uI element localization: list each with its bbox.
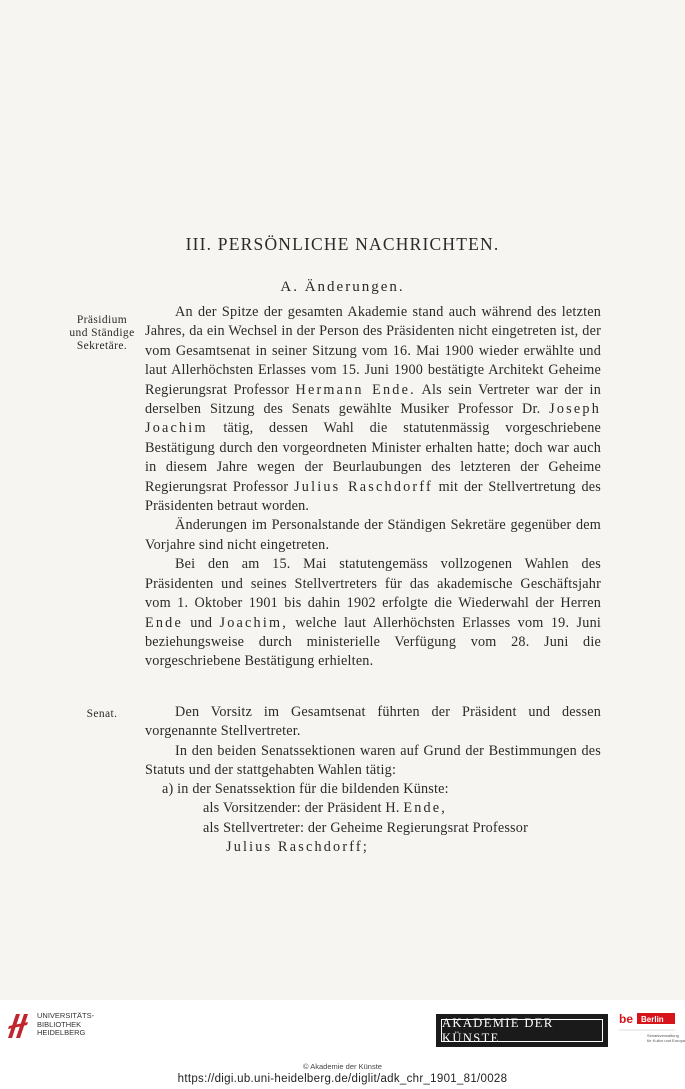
ub-heidelberg-icon [6, 1010, 32, 1040]
list-item: a) in der Senatssektion für die bildenden Künste: [162, 781, 449, 797]
svg-text:Senatsverwaltung: Senatsverwaltung [647, 1033, 679, 1038]
adk-logo[interactable] [436, 1014, 608, 1047]
margin-note-praesidium [47, 314, 157, 353]
list-item: als Vorsitzender: der Präsident H. Ende, [203, 800, 448, 817]
name-raschdorff: Julius Raschdorff; [226, 839, 369, 856]
body-text-section-1 [145, 303, 601, 672]
svg-text:be: be [619, 1012, 634, 1026]
margin-note-line: Sekretäre. [76, 340, 128, 352]
adk-logo-label: AKADEMIE DER KÜNSTE [441, 1019, 603, 1042]
body-text-section-2 [145, 703, 601, 781]
berlin-senate-logo[interactable] [617, 1010, 685, 1048]
margin-note-line: Präsidium [76, 314, 128, 326]
section-subheading: A. Änderungen. [280, 279, 405, 295]
name-raschdorff: Julius Raschdorff [294, 478, 433, 495]
paragraph-elections: Bei den am 15. Mai statutengemäss vollzogenen Wahlen des Präsidenten und seines Stellvertreters für das akademische Geschäftsjahr vom 1. Oktober 1901 bis dahin 1902 erfolgte die Wiederwahl der Herren Ende und Joachim, welche laut Allerhöchsten Erlasses vom 19. Juni beziehungsweise durch ministerielle Verfügung vom 28. Juni die vorgeschriebene Bestätigung erhielten. [145, 556, 601, 670]
berlin-logo-icon [617, 1010, 685, 1048]
name-joachim: Joseph Joachim [145, 401, 601, 437]
list-item: als Stellvertreter: der Geheime Regierungsrat Professor [203, 819, 528, 836]
copyright-notice: © Akademie der Künste [303, 1062, 382, 1071]
paragraph-gesamtsenat: Den Vorsitz im Gesamtsenat führten der Präsident und dessen vorgenannte Stellvertreter. [145, 704, 601, 740]
margin-note-line: und Ständige [69, 327, 135, 339]
name-joachim: Joachim, [219, 614, 288, 631]
senate-section-list [145, 780, 605, 858]
name-ende: Ende [145, 614, 183, 631]
page-heading: III. PERSÖNLICHE NACHRICHTEN. [185, 234, 500, 254]
ub-heidelberg-logo[interactable] [6, 1010, 94, 1040]
name-ende: Hermann Ende. [295, 381, 416, 398]
name-ende: Ende, [403, 800, 448, 817]
paragraph-senatssektionen: In den beiden Senatssektionen waren auf Grund der Bestimmungen des Statuts und der stattgehabten Wahlen tätig: [145, 742, 601, 779]
paragraph-secretaries: Änderungen im Personalstande der Ständigen Sekretäre gegenüber dem Vorjahre sind nicht eingetreten. [145, 517, 601, 553]
ub-logo-text: UNIVERSITÄTS- BIBLIOTHEK HEIDELBERG [37, 1011, 95, 1038]
paragraph-presidium: An der Spitze der gesamten Akademie stand auch während des letzten Jahres, da ein Wechsel in der Person des Präsidenten nicht eingetreten ist, der vom Gesamtsenat in seiner Sitzung vom 16. Mai 1900 wieder erwählte und laut Allerhöchsten Erlasses vom 15. Juni 1900 bestätigte Architekt Geheime Regierungsrat Professor Hermann Ende. Als sein Vertreter war der in derselben Sitzung des Senats gewählte Musiker Professor Dr. Joseph Joachim tätig, dessen Wahl die statutenmässig vorgeschriebene Bestätigung durch den vorgeordneten Minister erhalten hatte; doch war auch in diesem Jahre wegen der Beurlaubungen des letzteren der Geheime Regierungsrat Professor Julius Raschdorff mit der Stellvertretung des Präsidenten betraut worden. [145, 304, 601, 515]
svg-text:Berlin: Berlin [641, 1015, 664, 1024]
source-url-link[interactable]: https://digi.ub.uni-heidelberg.de/diglit/adk_chr_1901_81/0028 [177, 1073, 508, 1085]
svg-text:für Kultur und Europa: für Kultur und Europa [647, 1038, 685, 1043]
margin-note-senat: Senat. [86, 708, 118, 720]
